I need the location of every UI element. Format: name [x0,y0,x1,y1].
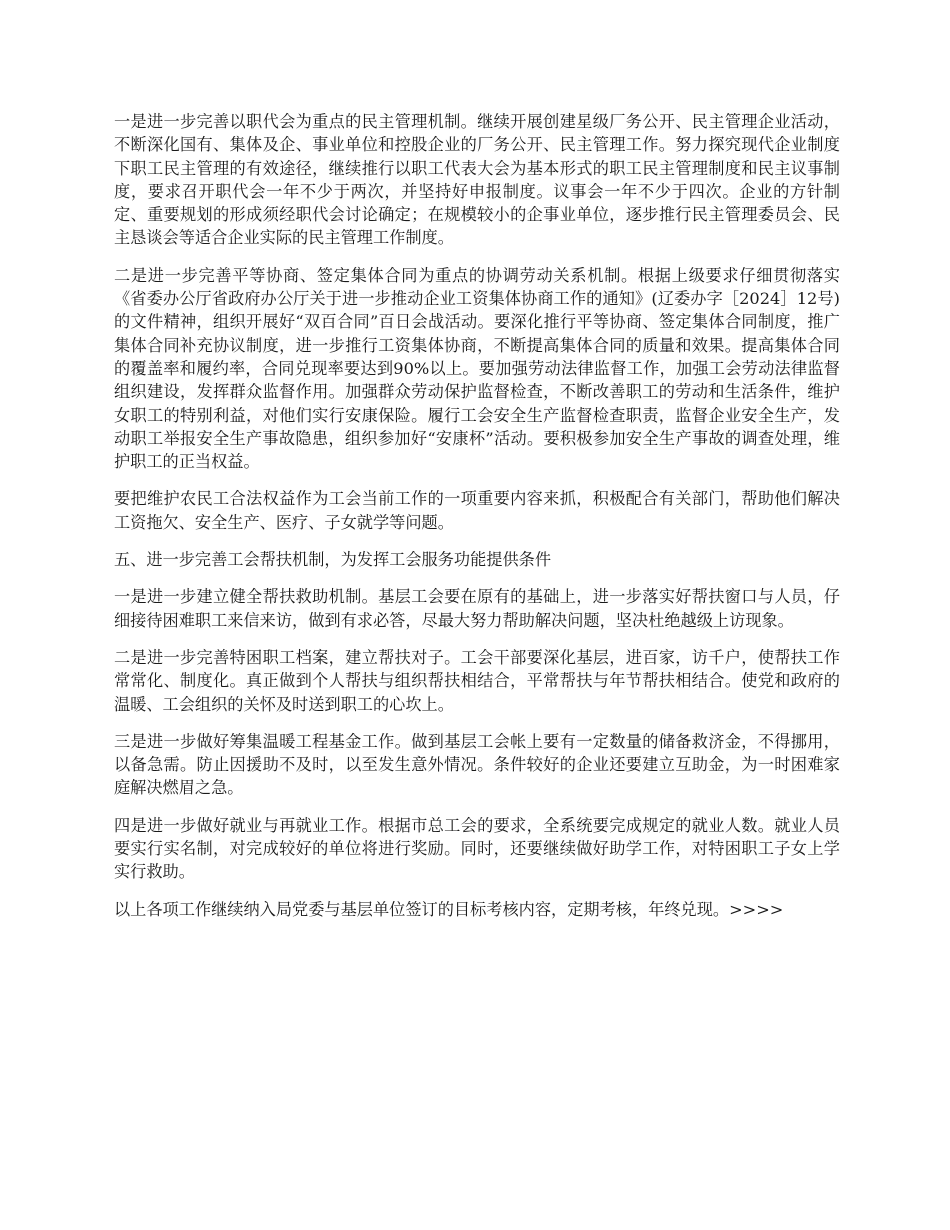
paragraph-poverty-archives: 二是进一步完善特困职工档案，建立帮扶对子。工会干部要深化基层，进百家，访千户，使帮扶工作常常化、制度化。真正做到个人帮扶与组织帮扶相结合，平常帮扶与年节帮扶相结合。使党和政府的温暖、工会组织的关怀及时送到职工的心坎上。 [114,647,840,714]
paragraph-democratic-management: 一是进一步完善以职代会为重点的民主管理机制。继续开展创建星级厂务公开、民主管理企业活动，不断深化国有、集体及企、事业单位和控股企业的厂务公开、民主管理工作。努力探究现代企业制度下职工民主管理的有效途径，继续推行以职工代表大会为基本形式的职工民主管理制度和民主议事制度，要求召开职代会一年不少于两次，并坚持好申报制度。议事会一年不少于四次。企业的方针制定、重要规划的形成须经职代会讨论确定；在规模较小的企事业单位，逐步推行民主管理委员会、民主恳谈会等适合企业实际的民主管理工作制度。 [114,112,840,248]
paragraph-collective-contract: 二是进一步完善平等协商、签定集体合同为重点的协调劳动关系机制。根据上级要求仔细贯彻落实《省委办公厅省政府办公厅关于进一步推动企业工资集体协商工作的通知》(辽委办字［2024］12号)的文件精神，组织开展好“双百合同”百日会战活动。要深化推行平等协商、签定集体合同制度，推广集体合同补充协议制度，进一步推行工资集体协商，不断提高集体合同的质量和效果。提高集体合同的覆盖率和履约率，合同兑现率要达到90%以上。要加强劳动法律监督工作，加强工会劳动法律监督组织建设，发挥群众监督作用。加强群众劳动保护监督检查，不断改善职工的劳动和生活条件，维护女职工的特别利益，对他们实行安康保险。履行工会安全生产监督检查职责，监督企业安全生产，发动职工举报安全生产事故隐患，组织参加好“安康杯”活动。要积极参加安全生产事故的调查处理，维护职工的正当权益。 [114,265,840,472]
paragraph-migrant-workers: 要把维护农民工合法权益作为工会当前工作的一项重要内容来抓，积极配合有关部门，帮助他们解决工资拖欠、安全生产、医疗、子女就学等问题。 [114,489,840,532]
paragraph-employment: 四是进一步做好就业与再就业工作。根据市总工会的要求，全系统要完成规定的就业人数。就业人员要实行实名制，对完成较好的单位将进行奖励。同时，还要继续做好助学工作，对特困职工子女上学实行救助。 [114,815,840,882]
paragraph-warmth-fund: 三是进一步做好筹集温暖工程基金工作。做到基层工会帐上要有一定数量的储备救济金，不得挪用，以备急需。防止因援助不及时，以至发生意外情况。条件较好的企业还要建立互助金，为一时困难家庭解决燃眉之急。 [114,731,840,798]
paragraph-assessment: 以上各项工作继续纳入局党委与基层单位签订的目标考核内容，定期考核，年终兑现。>>>> [114,899,784,919]
document-body [114,110,840,935]
section-heading-assistance-mechanism: 五、进一步完善工会帮扶机制，为发挥工会服务功能提供条件 [114,550,552,570]
paragraph-assistance-relief: 一是进一步建立健全帮扶救助机制。基层工会要在原有的基础上，进一步落实好帮扶窗口与人员，仔细接待困难职工来信来访，做到有求必答，尽最大努力帮助解决问题，坚决杜绝越级上访现象。 [114,587,840,630]
